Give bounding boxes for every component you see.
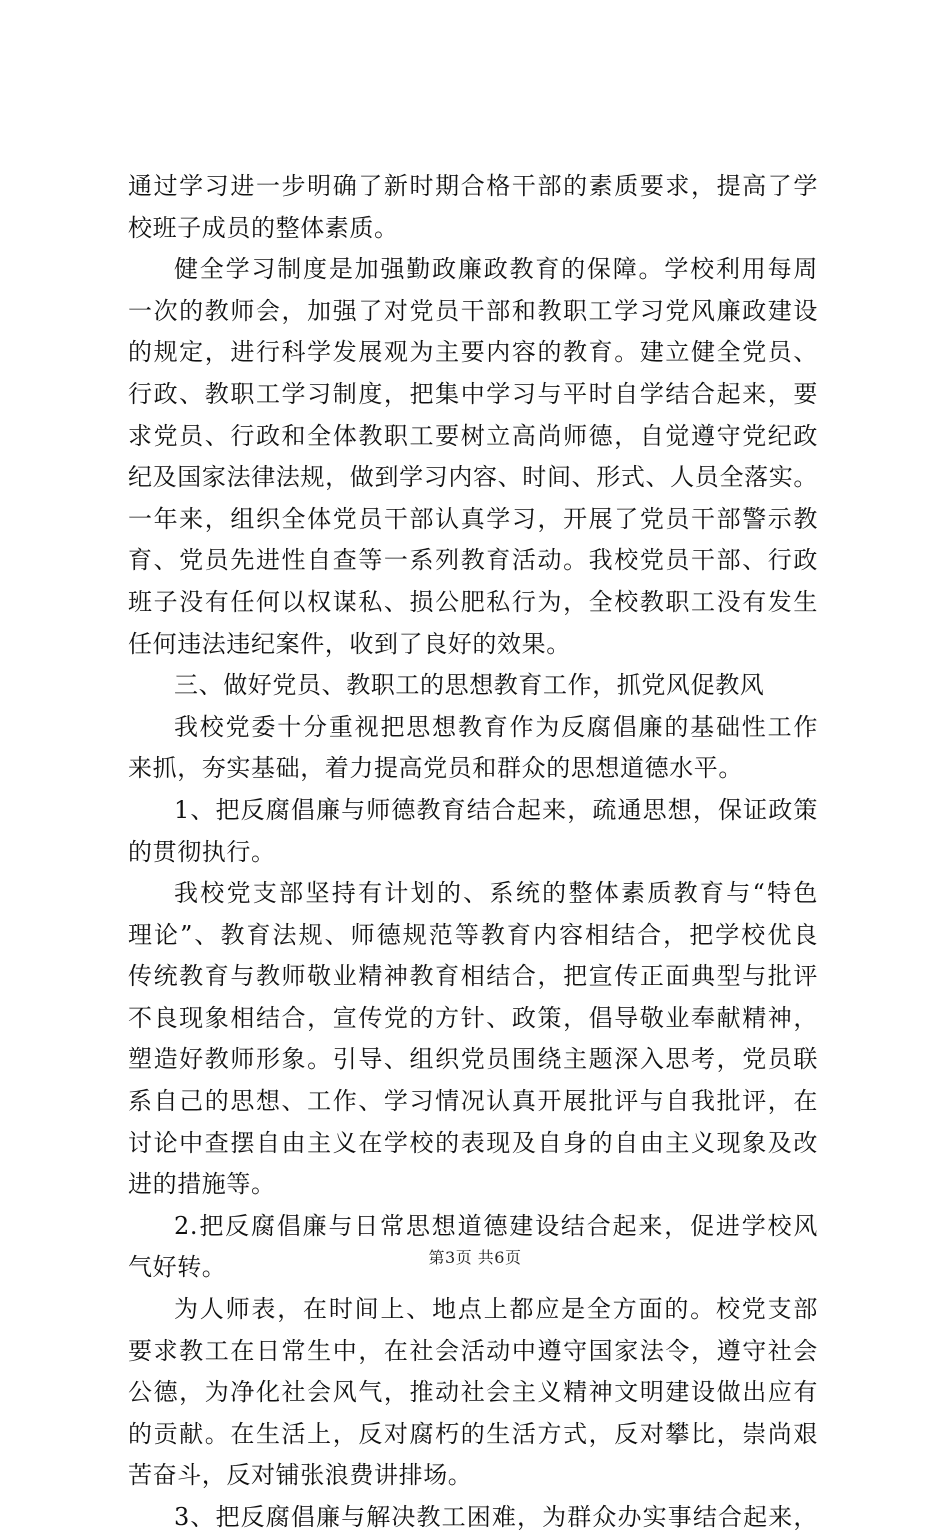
text-line: 任何违法违纪案件，收到了良好的效果。 [128,629,571,658]
text-line: 三、做好党员、教职工的思想教育工作，抓党风促教风 [174,671,765,700]
text-line: 苦奋斗，反对铺张浪费讲排场。 [128,1461,473,1490]
text-line: 的贡献。在生活上，反对腐朽的生活方式，反对攀比，崇尚艰 [128,1419,818,1448]
text-line: 一年来，组织全体党员干部认真学习，开展了党员干部警示教 [128,504,818,533]
text-line: 不良现象相结合，宣传党的方针、政策，倡导敬业奉献精神， [128,1003,818,1032]
text-line: 进的措施等。 [128,1170,276,1199]
text-line: 1、把反腐倡廉与师德教育结合起来，疏通思想，保证政策 [174,795,818,824]
text-line: 行政、教职工学习制度，把集中学习与平时自学结合起来，要 [128,379,818,408]
text-line: 我校党委十分重视把思想教育作为反腐倡廉的基础性工作 [174,712,818,741]
text-line: 3、把反腐倡廉与解决教工困难，为群众办实事结合起来， [174,1503,818,1531]
text-line: 2.把反腐倡廉与日常思想道德建设结合起来，促进学校风 [174,1211,818,1240]
text-line: 传统教育与教师敬业精神教育相结合，把宣传正面典型与批评 [128,962,818,991]
text-line: 公德，为净化社会风气，推动社会主义精神文明建设做出应有 [128,1378,818,1407]
text-line: 求党员、行政和全体教职工要树立高尚师德，自觉遵守党纪政 [128,421,818,450]
text-line: 我校党支部坚持有计划的、系统的整体素质教育与“特色 [174,879,818,908]
text-line: 校班子成员的整体素质。 [128,213,399,242]
page-number-footer: 第3页 共6页 [428,1248,522,1267]
text-line: 为人师表，在时间上、地点上都应是全方面的。校党支部 [174,1295,818,1324]
text-line: 讨论中查摆自由主义在学校的表现及自身的自由主义现象及改 [128,1128,818,1157]
text-line: 班子没有任何以权谋私、损公肥私行为，全校教职工没有发生 [128,587,818,616]
text-line: 系自己的思想、工作、学习情况认真开展批评与自我批评，在 [128,1087,818,1116]
text-line: 的贯彻执行。 [128,837,276,866]
text-line: 育、党员先进性自查等一系列教育活动。我校党员干部、行政 [128,546,818,575]
text-line: 一次的教师会，加强了对党员干部和教职工学习党风廉政建设 [128,296,818,325]
text-line: 来抓，夯实基础，着力提高党员和群众的思想道德水平。 [128,754,743,783]
text-line: 气好转。 [128,1253,227,1282]
text-line: 理论”、教育法规、师德规范等教育内容相结合，把学校优良 [128,920,818,949]
text-line: 纪及国家法律法规，做到学习内容、时间、形式、人员全落实。 [128,463,818,492]
text-line: 健全学习制度是加强勤政廉政教育的保障。学校利用每周 [174,255,818,284]
document-body [128,166,818,1539]
text-line: 的规定，进行科学发展观为主要内容的教育。建立健全党员、 [128,338,818,367]
text-line: 要求教工在日常生中，在社会活动中遵守国家法令，遵守社会 [128,1336,818,1365]
text-line: 塑造好教师形象。引导、组织党员围绕主题深入思考，党员联 [128,1045,818,1074]
text-line: 通过学习进一步明确了新时期合格干部的素质要求，提高了学 [128,172,818,200]
